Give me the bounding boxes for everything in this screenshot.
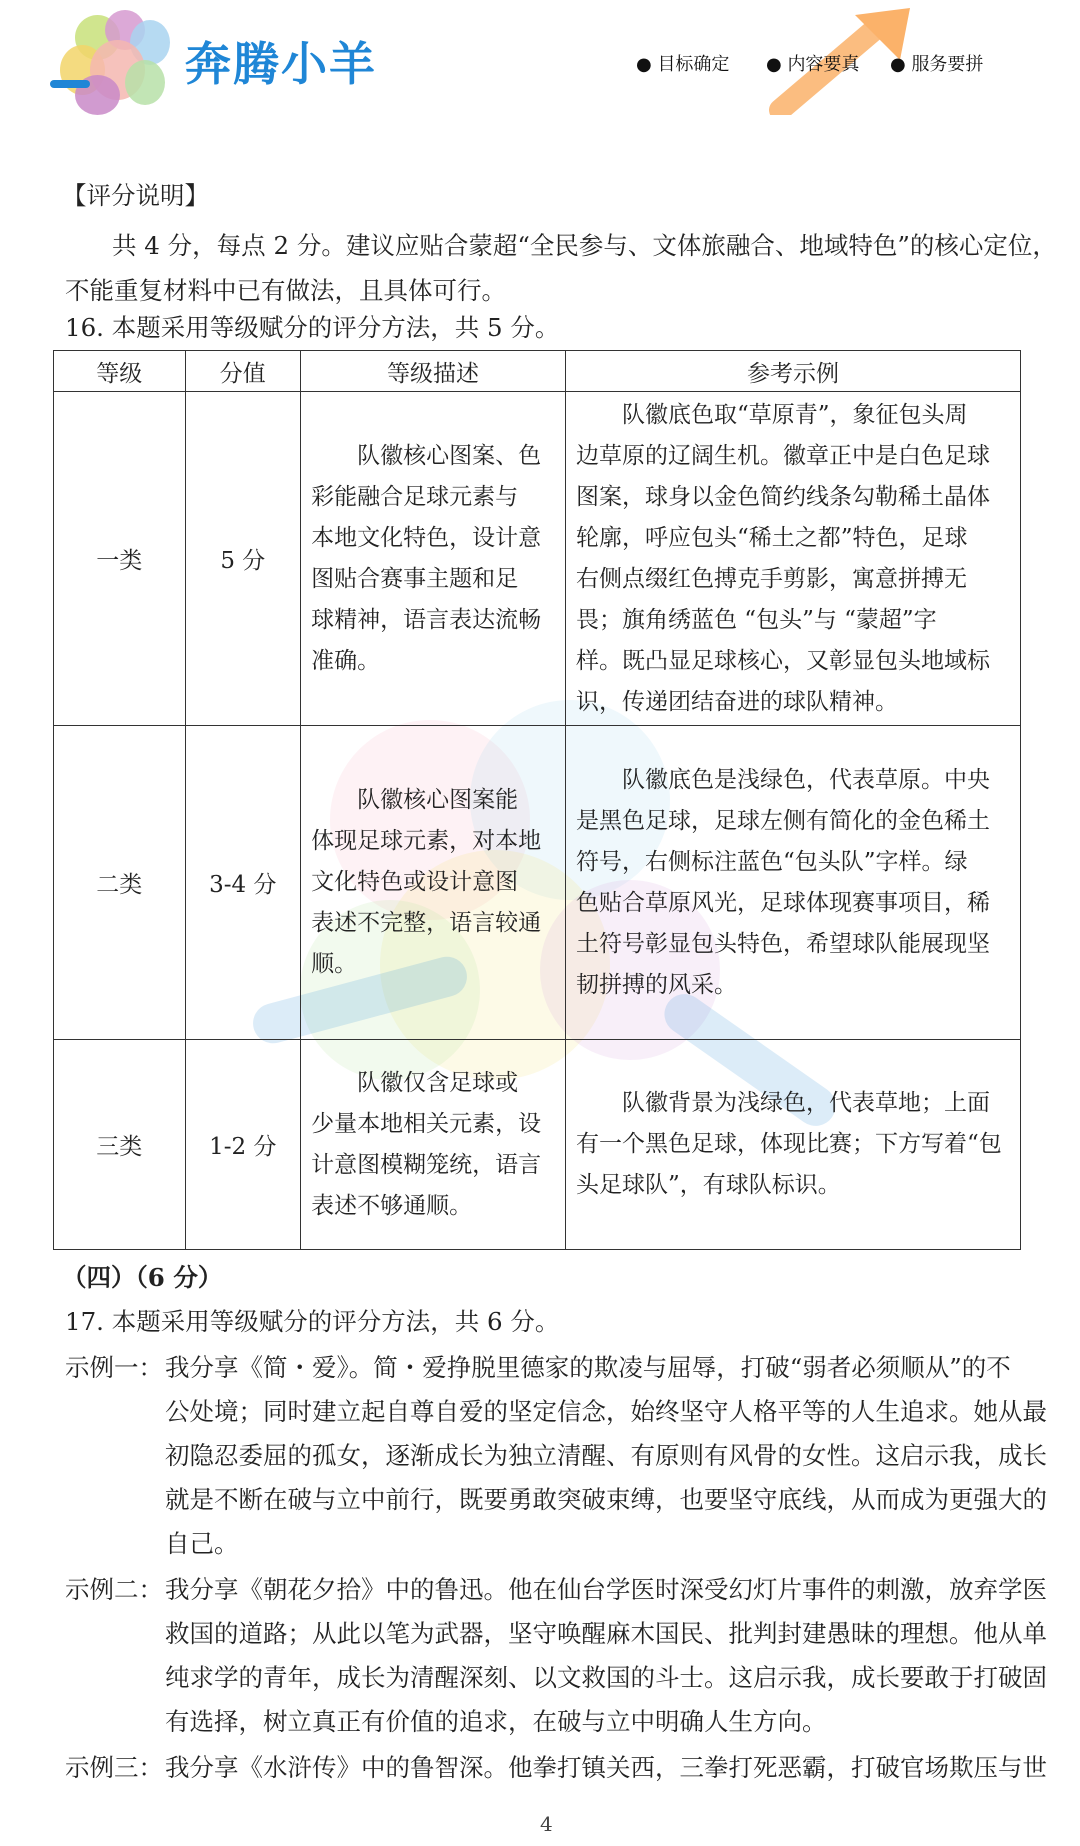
example-label: 示例二： (65, 1575, 163, 1604)
description-cell (301, 726, 566, 1040)
brand-logo (55, 10, 170, 115)
text-line: 球精神，语言表达流畅 (311, 606, 542, 633)
score-cell: 5 分 (185, 392, 301, 726)
header-level: 等级 (54, 351, 186, 392)
text-line: 少量本地相关元素，设 (311, 1110, 542, 1137)
text-line: 我分享《简・爱》。简・爱挣脱里德家的欺凌与屈辱，打破“弱者必须顺从”的不 (165, 1353, 1011, 1382)
text-line: 准确。 (311, 647, 381, 674)
text-line: 有选择，树立真正有价值的追求，在破与立中明确人生方向。 (165, 1707, 827, 1736)
score-cell: 3-4 分 (185, 726, 301, 1040)
header-score: 分值 (185, 351, 301, 392)
level-cell: 一类 (54, 392, 186, 726)
text-line: 识，传递团结奋进的球队精神。 (576, 688, 898, 715)
level-cell: 三类 (54, 1040, 186, 1250)
text-line: 就是不断在破与立中前行，既要勇敢突破束缚，也要坚守底线，从而成为更强大的 (165, 1485, 1047, 1514)
text-line: 本地文化特色，设计意 (311, 524, 542, 551)
nav-item-content: ● 内容要真 (766, 54, 860, 75)
text-line: 色贴合草原风光，足球体现赛事项目，稀 (576, 889, 990, 916)
text-line: 顺。 (311, 951, 358, 977)
text-line: 队徽背景为浅绿色，代表草地；上面 (576, 1090, 990, 1116)
section-title: （四）（6 分） (62, 1263, 223, 1292)
text-line: 队徽核心图案、色 (311, 442, 542, 469)
example-label: 示例三： (65, 1753, 163, 1782)
text-line: 队徽仅含足球或 (311, 1069, 519, 1096)
text-line: 边草原的辽阔生机。徽章正中是白色足球 (576, 442, 990, 469)
description-cell (301, 392, 566, 726)
text-line: 韧拼搏的风采。 (576, 971, 737, 998)
table-row (54, 1040, 1021, 1250)
scoring-note-line: 共 4 分，每点 2 分。建议应贴合蒙超“全民参与、文体旅融合、地域特色”的核心定位， (112, 231, 1057, 260)
text-line: 队徽底色是浅绿色，代表草原。中央 (576, 766, 990, 793)
q16-title: 16. 本题采用等级赋分的评分方法，共 5 分。 (65, 313, 560, 342)
text-line: 畏；旗角绣蓝色 “包头”与 “蒙超”字 (576, 606, 937, 633)
description-cell (301, 1040, 566, 1250)
text-line: 图案，球身以金色简约线条勾勒稀土晶体 (576, 483, 990, 510)
text-line: 初隐忍委屈的孤女，逐渐成长为独立清醒、有原则有风骨的女性。这启示我，成长 (165, 1441, 1047, 1470)
q17-title: 17. 本题采用等级赋分的评分方法，共 6 分。 (65, 1307, 560, 1336)
page-number: 4 (540, 1812, 553, 1836)
scoring-note-line: 不能重复材料中已有做法，且具体可行。 (65, 276, 506, 305)
text-line: 体现足球元素，对本地 (311, 828, 542, 854)
table-header-row (54, 351, 1021, 392)
text-line: 我分享《水浒传》中的鲁智深。他拳打镇关西，三拳打死恶霸，打破官场欺压与世 (165, 1753, 1047, 1782)
text-line: 有一个黑色足球，体现比赛；下方写着“包 (576, 1131, 1002, 1157)
text-line: 是黑色足球，足球左侧有简化的金色稀土 (576, 807, 990, 834)
text-line: 公处境；同时建立起自尊自爱的坚定信念，始终坚守人格平等的人生追求。她从最 (165, 1397, 1047, 1426)
text-line: 文化特色或设计意图 (311, 869, 519, 895)
brand-name: 奔腾小羊 (185, 37, 377, 91)
score-cell: 1-2 分 (185, 1040, 301, 1250)
text-line: 彩能融合足球元素与 (311, 483, 519, 510)
text-line: 样。既凸显足球核心，又彰显包头地域标 (576, 647, 990, 674)
text-line: 纯求学的青年，成长为清醒深刻、以文救国的斗士。这启示我，成长要敢于打破固 (165, 1663, 1047, 1692)
text-line: 轮廓，呼应包头“稀土之都”特色，足球 (576, 524, 968, 551)
text-line: 自己。 (165, 1529, 239, 1558)
text-line: 救国的道路；从此以笔为武器，坚守唤醒麻木国民、批判封建愚昧的理想。他从单 (165, 1619, 1047, 1648)
header-description: 等级描述 (301, 351, 566, 392)
nav-item-goal: ● 目标确定 (636, 54, 730, 75)
example-cell (566, 726, 1021, 1040)
scoring-note-title: 【评分说明】 (62, 181, 209, 210)
text-line: 我分享《朝花夕拾》中的鲁迅。他在仙台学医时深受幻灯片事件的刺激，放弃学医 (165, 1575, 1047, 1604)
nav-item-service: ● 服务要拼 (890, 54, 984, 75)
text-line: 符号，右侧标注蓝色“包头队”字样。绿 (576, 848, 968, 875)
grading-table (53, 350, 1021, 1250)
text-line: 队徽底色取“草原青”，象征包头周 (576, 401, 968, 428)
example-cell (566, 392, 1021, 726)
text-line: 右侧点缀红色搏克手剪影，寓意拼搏无 (576, 565, 967, 592)
example-label: 示例一： (65, 1353, 163, 1382)
text-line: 表述不够通顺。 (311, 1192, 473, 1219)
example-cell (566, 1040, 1021, 1250)
text-line: 表述不完整，语言较通 (311, 910, 542, 936)
text-line: 图贴合赛事主题和足 (311, 565, 519, 592)
level-cell: 二类 (54, 726, 186, 1040)
header-example: 参考示例 (566, 351, 1021, 392)
table-row (54, 726, 1021, 1040)
table-row (54, 392, 1021, 726)
text-line: 土符号彰显包头特色，希望球队能展现坚 (576, 930, 990, 957)
text-line: 头足球队”，有球队标识。 (576, 1172, 841, 1198)
text-line: 计意图模糊笼统，语言 (311, 1151, 542, 1178)
text-line: 队徽核心图案能 (311, 787, 519, 813)
